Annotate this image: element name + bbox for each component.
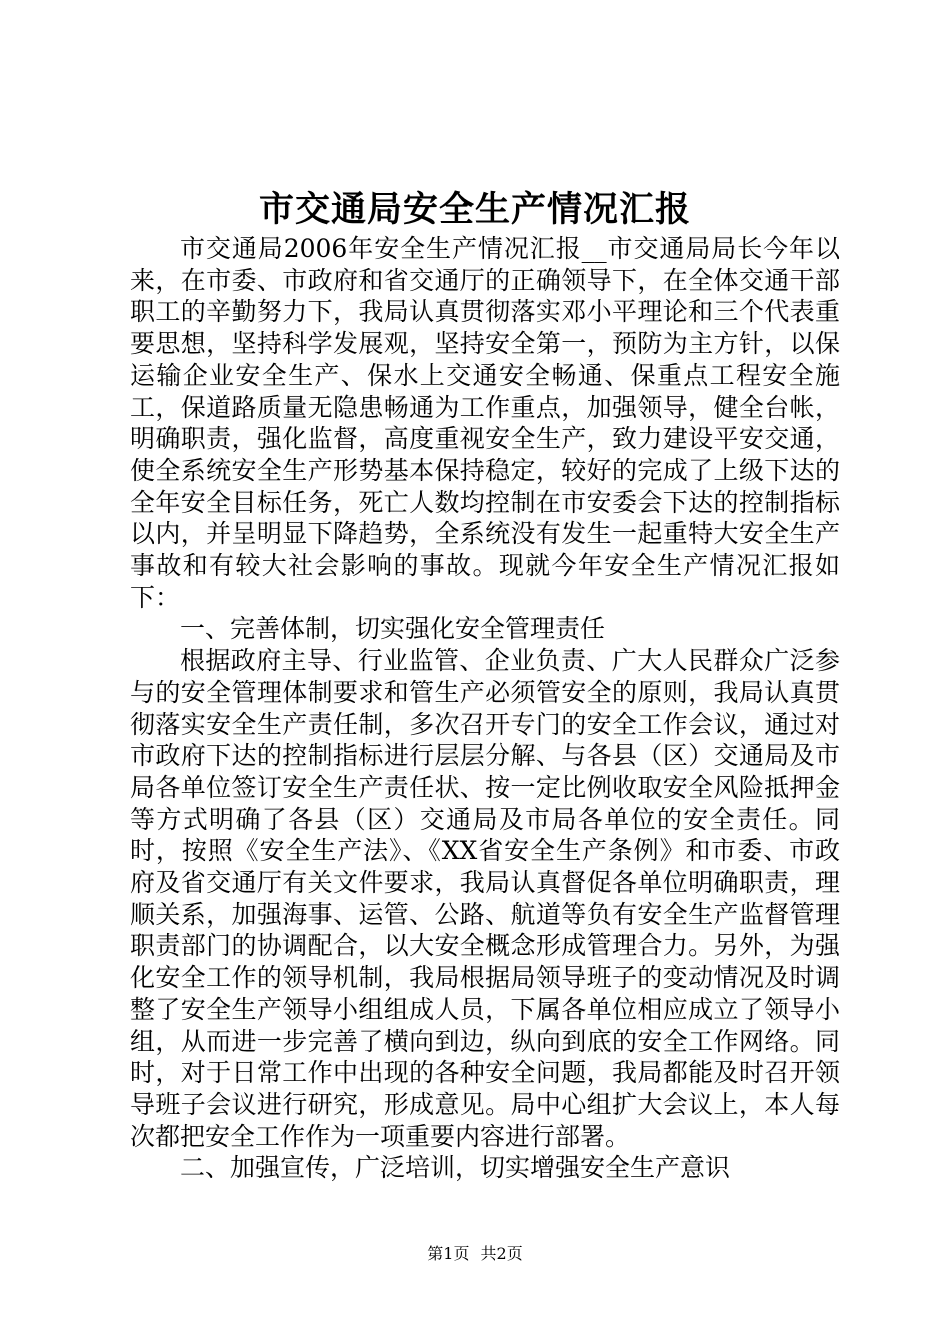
document-body [130, 233, 840, 1184]
paragraph-section-1: 根据政府主导、行业监管、企业负责、广大人民群众广泛参与的安全管理体制要求和管生产必须管安全的原则，我局认真贯彻落实安全生产责任制，多次召开专门的安全工作会议，通过对市政府下达的控制指标进行层层分解、与各县（区）交通局及市局各单位签订安全生产责任状、按一定比例收取安全风险抵押金等方式明确了各县（区）交通局及市局各单位的安全责任。同时，按照《安全生产法》、《XX省安全生产条例》和市委、市政府及省交通厅有关文件要求，我局认真督促各单位明确职责，理顺关系，加强海事、运管、公路、航道等负有安全生产监督管理职责部门的协调配合，以大安全概念形成管理合力。另外，为强化安全工作的领导机制，我局根据局领导班子的变动情况及时调整了安全生产领导小组组成人员，下属各单位相应成立了领导小组，从而进一步完善了横向到边，纵向到底的安全工作网络。同时，对于日常工作中出现的各种安全问题，我局都能及时召开领导班子会议进行研究，形成意见。局中心组扩大会议上，本人每次都把安全工作作为一项重要内容进行部署。 [130, 646, 840, 1151]
section-heading-1: 一、完善体制，切实强化安全管理责任 [180, 614, 606, 644]
page-total: 共2页 [480, 1244, 523, 1263]
page-footer [0, 1243, 950, 1265]
paragraph-intro: 市交通局2006年安全生产情况汇报__市交通局局长今年以来，在市委、市政府和省交通厅的正确领导下，在全体交通干部职工的辛勤努力下，我局认真贯彻落实邓小平理论和三个代表重要思想，坚持科学发展观，坚持安全第一，预防为主方针，以保运输企业安全生产、保水上交通安全畅通、保重点工程安全施工，保道路质量无隐患畅通为工作重点，加强领导，健全台帐，明确职责，强化监督，高度重视安全生产，致力建设平安交通，使全系统安全生产形势基本保持稳定，较好的完成了上级下达的全年安全目标任务，死亡人数均控制在市安委会下达的控制指标以内，并呈明显下降趋势，全系统没有发生一起重特大安全生产事故和有较大社会影响的事故。现就今年安全生产情况汇报如下： [130, 234, 840, 612]
section-heading-2: 二、加强宣传，广泛培训，切实增强安全生产意识 [180, 1153, 731, 1183]
page-number: 第1页 [427, 1244, 470, 1263]
document-title: 市交通局安全生产情况汇报 [258, 189, 691, 230]
